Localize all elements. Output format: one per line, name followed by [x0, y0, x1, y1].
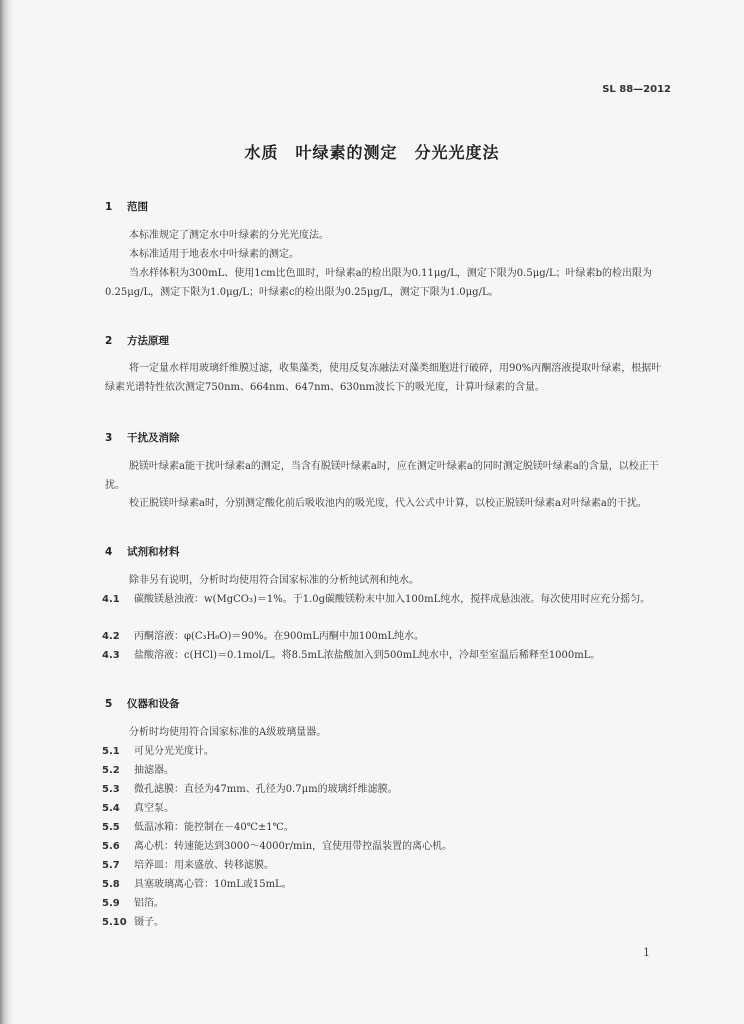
- section-4-heading: [105, 544, 180, 559]
- list-item: [102, 781, 670, 800]
- section-3-paragraph-2: 校正脱镁叶绿素a时，分别测定酸化前后吸收池内的吸光度，代入公式中计算，以校正脱镁叶绿素a对叶绿素a的干扰。: [129, 498, 647, 509]
- item-text: 离心机：转速能达到3000～4000r/min，宜使用带控温装置的离心机。: [134, 841, 453, 852]
- section-2-heading: [105, 333, 169, 348]
- list-item: [102, 800, 670, 819]
- section-title: 范围: [127, 201, 148, 213]
- item-text: 低温冰箱：能控制在－40℃±1℃。: [134, 822, 294, 833]
- list-item: [102, 647, 670, 666]
- item-number: 4.2: [102, 631, 120, 642]
- item-number: 5.2: [102, 765, 120, 776]
- section-number: 2: [105, 335, 113, 347]
- item-text: 抽滤器。: [134, 765, 174, 776]
- list-item: [102, 743, 670, 762]
- section-3-heading: [105, 430, 180, 445]
- standard-code: SL 88—2012: [602, 84, 671, 95]
- item-number: 5.3: [102, 784, 120, 795]
- item-text: 具塞玻璃离心管：10mL或15mL。: [134, 879, 292, 890]
- section-number: 3: [105, 432, 113, 444]
- list-item: [102, 762, 670, 781]
- item-text: 微孔滤膜：直径为47mm、孔径为0.7μm的玻璃纤维滤膜。: [134, 784, 398, 795]
- item-text: 盐酸溶液：c(HCl)＝0.1mol/L。将8.5mL浓盐酸加入到500mL纯水中，冷却至室温后稀释至1000mL。: [134, 650, 601, 661]
- section-5-paragraph-1: 分析时均使用符合国家标准的A级玻璃量器。: [129, 727, 327, 738]
- list-item: [102, 591, 670, 610]
- item-number: 5.8: [102, 879, 120, 890]
- list-item: [102, 838, 670, 857]
- section-number: 4: [105, 546, 113, 558]
- section-1-paragraph-2: 本标准适用于地表水中叶绿素的测定。: [129, 249, 299, 260]
- section-2-paragraph-1: 将一定量水样用玻璃纤维膜过滤，收集藻类，使用反复冻融法对藻类细胞进行破碎，用90%丙酮溶液提取叶绿素，根据叶绿素光谱特性依次测定750nm、664nm、647nm、630nm波长下的吸光度，计算叶绿素的含量。: [105, 363, 662, 393]
- section-4-paragraph-1: 除非另有说明，分析时均使用符合国家标准的分析纯试剂和纯水。: [129, 575, 419, 586]
- item-text: 铝箔。: [134, 898, 164, 909]
- section-1-paragraph-3: 当水样体积为300mL、使用1cm比色皿时，叶绿素a的检出限为0.11μg/L，测定下限为0.5μg/L；叶绿素b的检出限为0.25μg/L，测定下限为1.0μg/L；叶绿素c的检出限为0.25μg/L，测定下限为1.0μg/L。: [105, 268, 653, 298]
- list-item: [102, 914, 670, 933]
- item-number: 5.6: [102, 841, 120, 852]
- section-1-paragraph-1: 本标准规定了测定水中叶绿素的分光光度法。: [129, 230, 329, 241]
- section-number: 1: [105, 201, 113, 213]
- section-title: 仪器和设备: [127, 698, 180, 710]
- item-text: 真空泵。: [134, 803, 174, 814]
- list-item: [102, 895, 670, 914]
- item-text: 培养皿：用来盛放、转移滤膜。: [134, 860, 274, 871]
- item-number: 5.5: [102, 822, 120, 833]
- item-number: 5.7: [102, 860, 120, 871]
- list-item: [102, 876, 670, 895]
- list-item: [102, 628, 670, 647]
- section-1-heading: [105, 199, 148, 214]
- item-number: 5.9: [102, 898, 120, 909]
- item-text: 碳酸镁悬浊液：w(MgCO₃)＝1%。于1.0g碳酸镁粉末中加入100mL纯水，搅拌成悬浊液。每次使用时应充分摇匀。: [134, 594, 651, 605]
- page-number: 1: [643, 946, 650, 959]
- section-number: 5: [105, 698, 113, 710]
- document-title: 水质 叶绿素的测定 分光光度法: [244, 143, 500, 162]
- item-number: 5.4: [102, 803, 120, 814]
- section-title: 方法原理: [127, 335, 169, 347]
- item-text: 丙酮溶液：φ(C₃H₆O)＝90%。在900mL丙酮中加100mL纯水。: [134, 631, 425, 642]
- item-number: 4.1: [102, 594, 120, 605]
- item-text: 镊子。: [134, 917, 164, 928]
- list-item: [102, 857, 670, 876]
- item-text: 可见分光光度计。: [134, 746, 214, 757]
- section-title: 试剂和材料: [127, 546, 180, 558]
- item-number: 4.3: [102, 650, 120, 661]
- item-number: 5.10: [102, 917, 127, 928]
- list-item: [102, 819, 670, 838]
- section-title: 干扰及消除: [127, 432, 180, 444]
- item-number: 5.1: [102, 746, 120, 757]
- section-5-heading: [105, 696, 180, 711]
- section-3-paragraph-1: 脱镁叶绿素a能干扰叶绿素a的测定，当含有脱镁叶绿素a时，应在测定叶绿素a的同时测定脱镁叶绿素a的含量，以校正干扰。: [105, 461, 659, 491]
